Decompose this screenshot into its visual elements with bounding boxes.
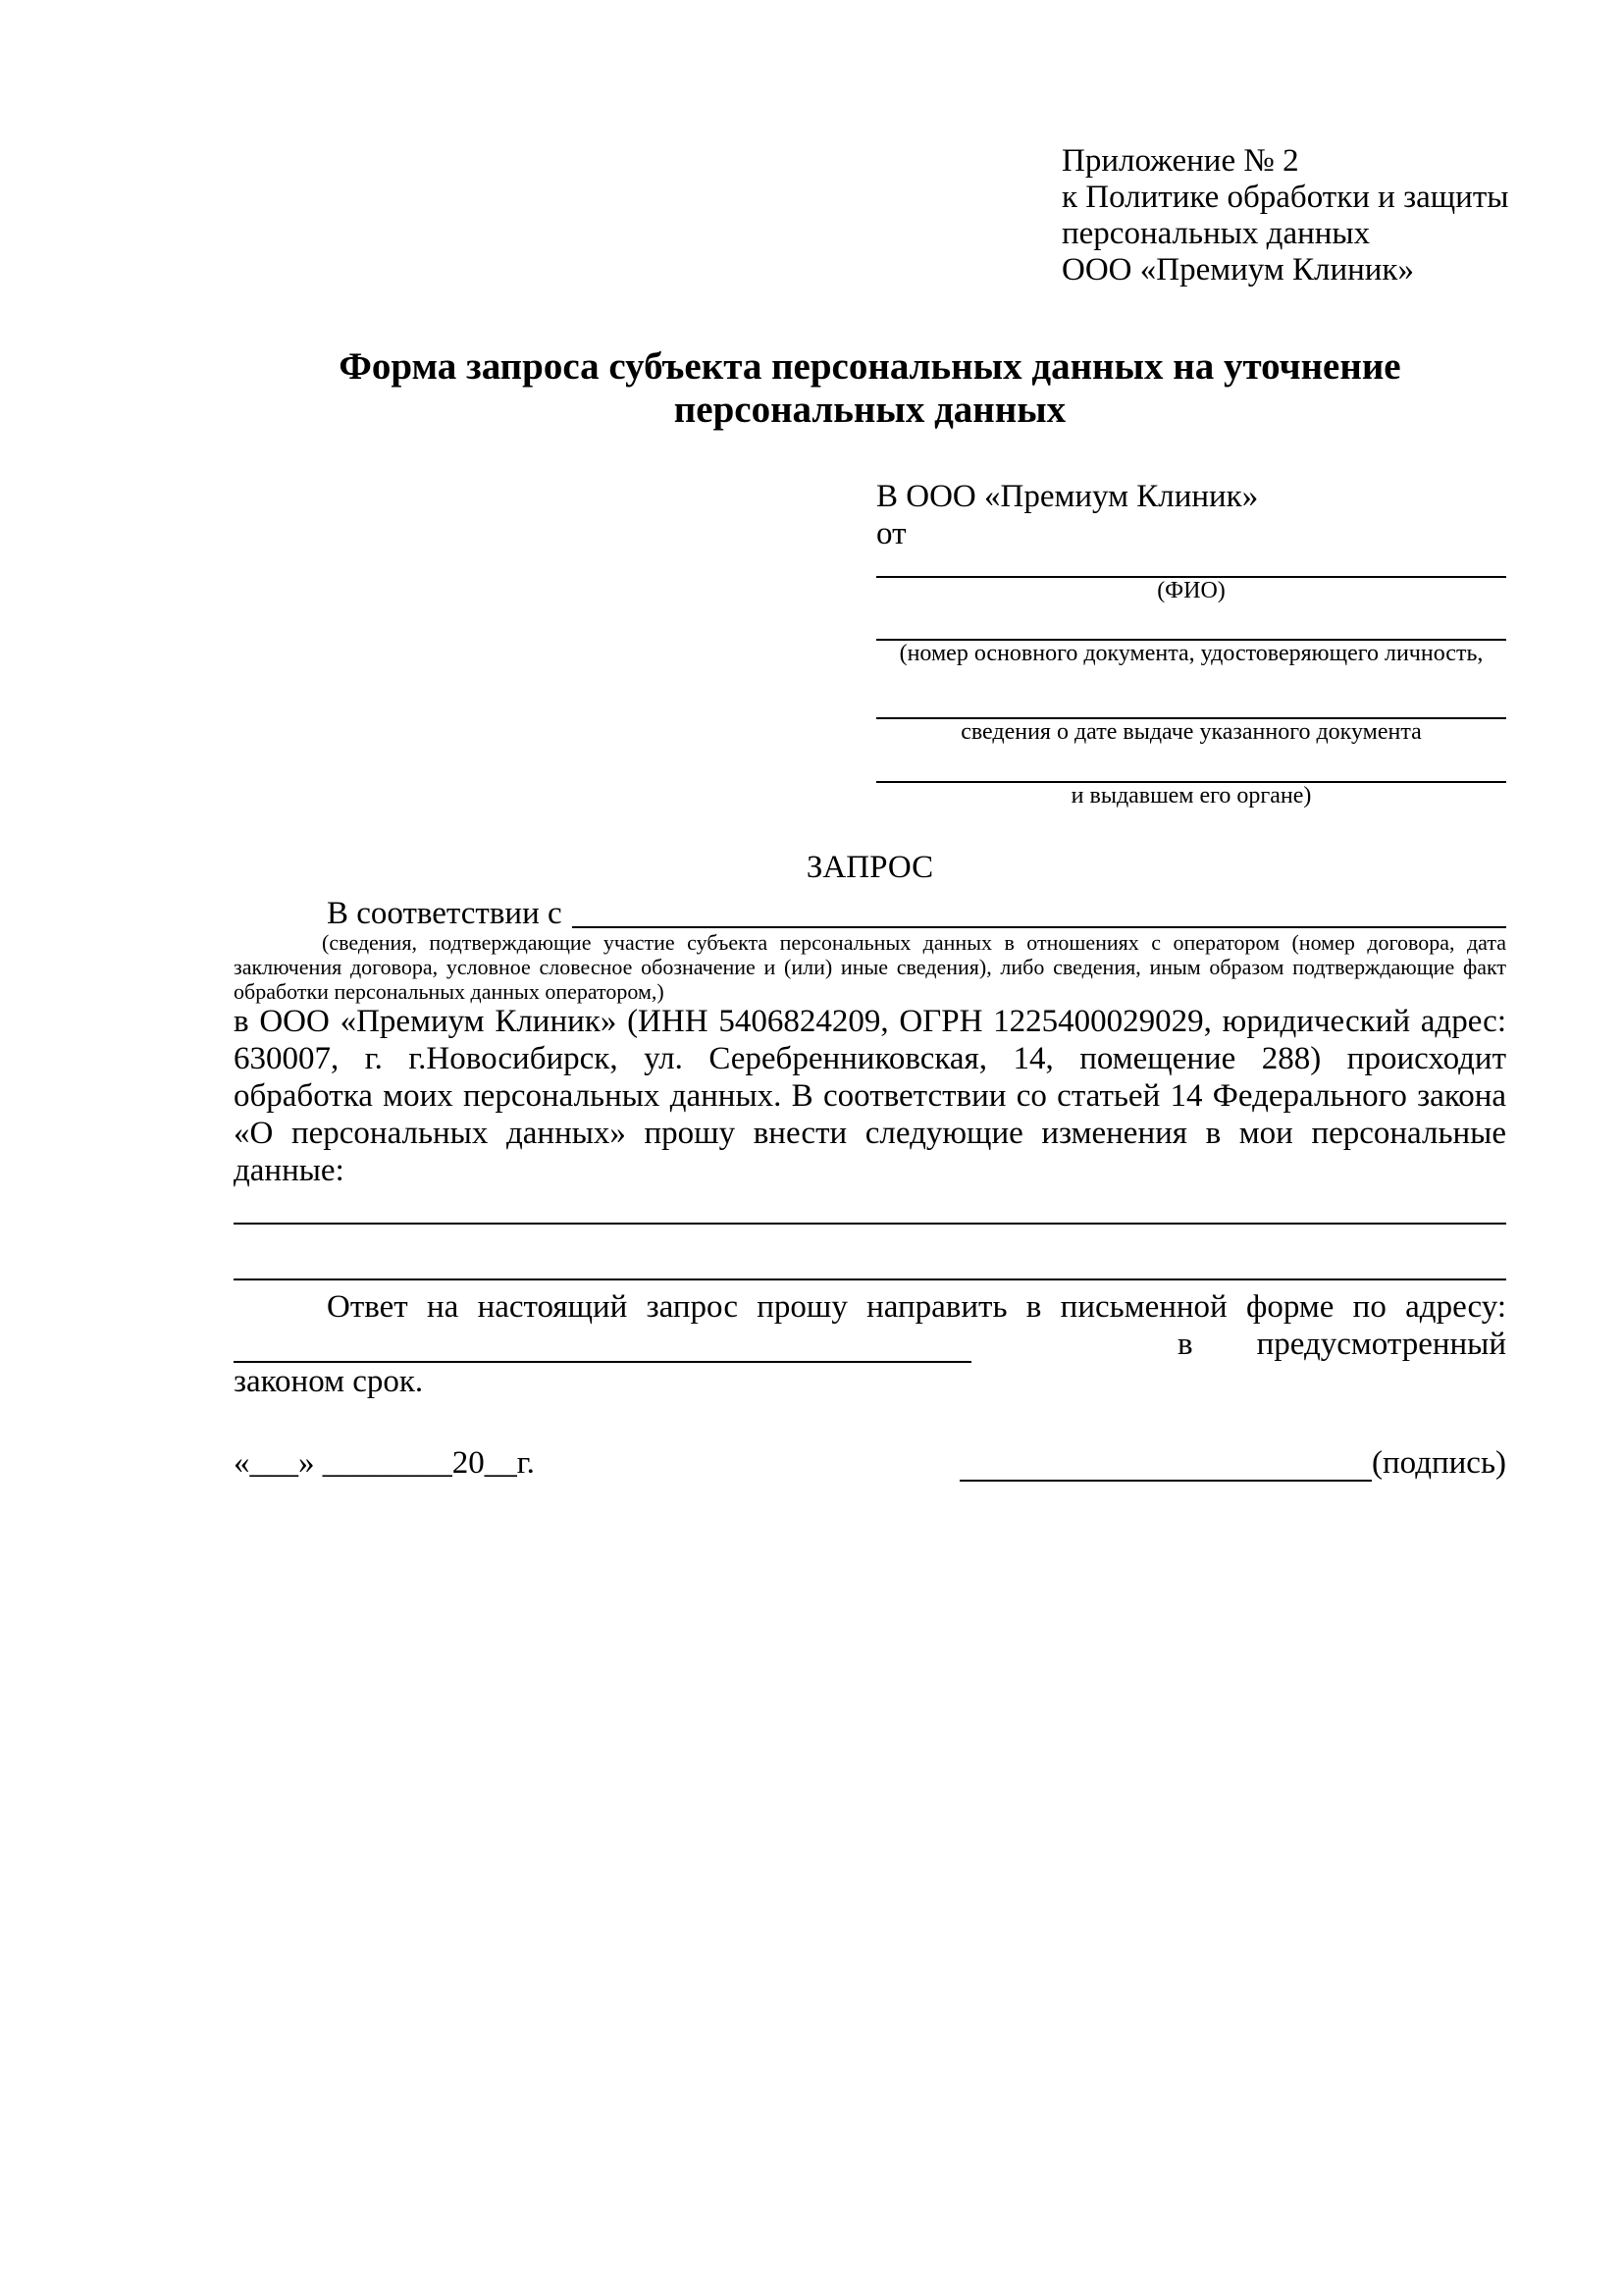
reply-sentence: Ответ на настоящий запрос прошу направить в письменной форме по адресу: [327, 1289, 1506, 1325]
issuing-authority-write-line [876, 757, 1506, 783]
signature-group [960, 1444, 1506, 1482]
date-signature-row [234, 1444, 1506, 1482]
document-number-write-line [876, 615, 1506, 641]
addressee-to: В ООО «Премиум Клиник» [876, 479, 1259, 514]
issue-date-write-line [876, 694, 1506, 719]
reply-address-row [234, 1326, 1506, 1363]
appendix-reference-block [1062, 143, 1523, 288]
fio-write-line [876, 552, 1506, 578]
reply-sentence-end: законом срок. [234, 1364, 424, 1399]
fio-caption: (ФИО) [1157, 578, 1226, 603]
signature-write-line [960, 1450, 1372, 1482]
accordance-label: В соответствии с [327, 896, 562, 931]
request-heading: ЗАПРОС [806, 850, 934, 885]
document-title: Форма запроса субъекта персональных данных на уточнение персональных данных [339, 345, 1401, 431]
addressee-block [876, 478, 1506, 809]
appendix-line: ООО «Премиум Клиник» [1062, 252, 1414, 287]
reply-paragraph [234, 1288, 1506, 1400]
reply-word-predusmotrenny: предусмотренный [1256, 1327, 1506, 1362]
signature-caption: (подпись) [1372, 1445, 1506, 1481]
date-blank-line: «___» ________20__г. [234, 1445, 535, 1481]
changes-write-line-2 [234, 1278, 1506, 1280]
issuing-authority-caption: и выдавшем его органе) [1071, 783, 1312, 809]
appendix-line: к Политике обработки и защиты [1062, 180, 1509, 215]
appendix-line: персональных данных [1062, 216, 1371, 251]
accordance-caption: (сведения, подтверждающие участие субъекта персональных данных в отношениях с оператором (номер договора, дата заключения договора, условное словесное обозначение и (или) иные сведения), либо сведения, иным образом подтверждающие факт обработки персональных данных оператором,) [234, 930, 1506, 1004]
accordance-line [234, 895, 1506, 932]
document-number-caption: (номер основного документа, удостоверяющего личность, [899, 641, 1484, 666]
changes-write-line-1 [234, 1223, 1506, 1225]
accordance-write-line [572, 895, 1506, 928]
addressee-from-label: от [876, 516, 907, 551]
reply-word-in: в [1178, 1327, 1193, 1362]
address-write-line [234, 1331, 971, 1363]
issue-date-caption: сведения о дате выдаче указанного документа [961, 719, 1422, 745]
appendix-line: Приложение № 2 [1062, 143, 1299, 179]
body-paragraph: в ООО «Премиум Клиник» (ИНН 5406824209, ОГРН 1225400029029, юридический адрес: 630007, г. г.Новосибирск, ул. Серебренниковская, 14, помещение 288) происходит обработка моих персональных данных. В соответствии со статьей 14 Федерального закона «О персональных данных» прошу внести следующие изменения в мои персональные данные: [234, 1004, 1506, 1188]
